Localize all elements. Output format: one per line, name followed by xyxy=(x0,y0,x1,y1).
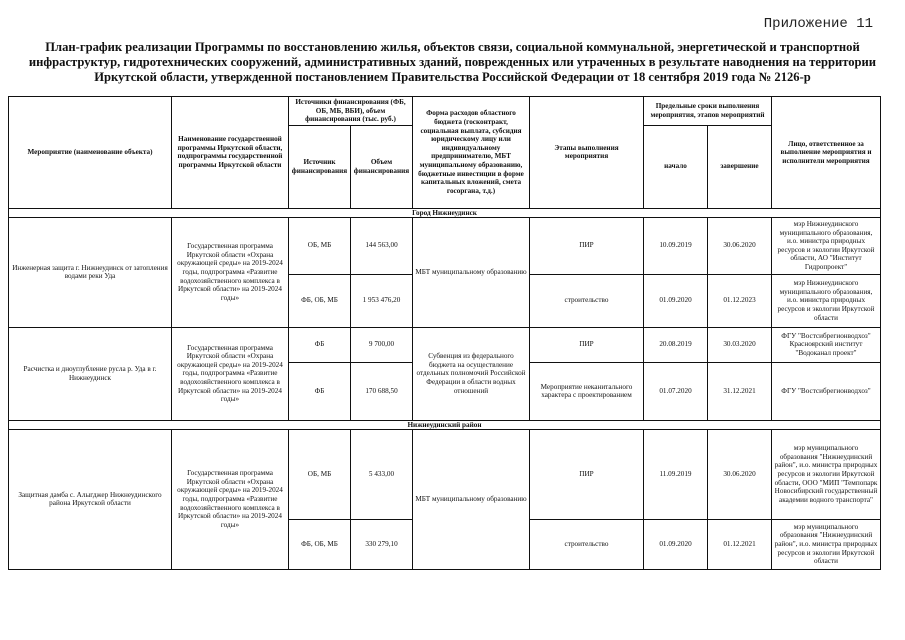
program-cell: Государственная программа Иркутской области «Охрана окружающей среды» на 2019-2024 годы, подпрограмма «Развитие водохозяйственного комплекса в Иркутской области» на 2019-2024 годы» xyxy=(172,327,289,420)
stage-cell: ПИР xyxy=(530,327,644,362)
appendix-label: Приложение 11 xyxy=(763,16,873,32)
end-cell: 30.03.2020 xyxy=(708,327,772,362)
stage-cell: строительство xyxy=(530,274,644,327)
title-line-3: Иркутской области, утвержденной постановлением Правительства Российской Федерации от 18 сентября 2019 года № 2126-р xyxy=(94,70,811,84)
source-cell: ФБ, ОБ, МБ xyxy=(289,519,351,569)
header-deadlines-group: Предельные сроки выполнения мероприятия, этапов мероприятий xyxy=(644,97,772,126)
start-cell: 01.09.2020 xyxy=(644,274,708,327)
volume-cell: 330 279,10 xyxy=(351,519,413,569)
source-cell: ОБ, МБ xyxy=(289,429,351,519)
program-cell: Государственная программа Иркутской области «Охрана окружающей среды» на 2019-2024 годы, подпрограмма «Развитие водохозяйственного комплекса в Иркутской области» на 2019-2024 годы» xyxy=(172,429,289,569)
table-row xyxy=(9,429,881,519)
responsible-cell: мэр Нижнеудинского муниципального образования, и.о. министра природных ресурсов и экологии Иркутской области, АО "Институт Гидропроект" xyxy=(772,217,881,274)
source-cell: ФБ, ОБ, МБ xyxy=(289,274,351,327)
responsible-cell: мэр Нижнеудинского муниципального образования, и.о. министра природных ресурсов и экологии Иркутской области xyxy=(772,274,881,327)
volume-cell: 9 700,00 xyxy=(351,327,413,362)
responsible-cell: ФГУ "Востсибрегионводхоз" xyxy=(772,362,881,420)
event-cell: Защитная дамба с. Алыгджер Нижнеудинского района Иркутской области xyxy=(9,429,172,569)
title-line-1: План-график реализации Программы по восстановлению жилья, объектов связи, социальной коммунальной, энергетической и транспортной xyxy=(45,40,860,54)
event-cell: Инженерная защита г. Нижнеудинск от затопления водами реки Уда xyxy=(9,217,172,327)
stage-cell: ПИР xyxy=(530,217,644,274)
responsible-cell: мэр муниципального образования "Нижнеудинский район", и.о. министра природных ресурсов и экологии Иркутской области, ООО "МИП "Темпопарк Новосибирский государственный академии водного транспорта" xyxy=(772,429,881,519)
start-cell: 01.07.2020 xyxy=(644,362,708,420)
end-cell: 30.06.2020 xyxy=(708,217,772,274)
form-cell: Субвенция из федерального бюджета на осуществление отдельных полномочий Российской Федерации в области водных отношений xyxy=(413,327,530,420)
header-program: Наименование государственной программы Иркутской области, подпрограммы государственной программы Иркутской области xyxy=(172,97,289,209)
event-cell: Расчистка и дноуглубление русла р. Уда в г. Нижнеудинск xyxy=(9,327,172,420)
responsible-cell: ФГУ "Востсибрегионводхоз" Красноярский институт "Водоканал проект" xyxy=(772,327,881,362)
start-cell: 01.09.2020 xyxy=(644,519,708,569)
header-source: Источник финансирования xyxy=(289,125,351,208)
stage-cell: строительство xyxy=(530,519,644,569)
form-cell: МБТ муниципальному образованию xyxy=(413,429,530,569)
header-end: завершение xyxy=(708,125,772,208)
table-row xyxy=(9,327,881,362)
start-cell: 10.09.2019 xyxy=(644,217,708,274)
document-title xyxy=(20,40,885,85)
section-city: Город Нижнеудинск xyxy=(9,208,881,217)
start-cell: 11.09.2019 xyxy=(644,429,708,519)
header-event: Мероприятие (наименование объекта) xyxy=(9,97,172,209)
form-cell: МБТ муниципальному образованию xyxy=(413,217,530,327)
schedule-table xyxy=(8,96,881,570)
header-start: начало xyxy=(644,125,708,208)
end-cell: 30.06.2020 xyxy=(708,429,772,519)
source-cell: ФБ xyxy=(289,362,351,420)
end-cell: 31.12.2021 xyxy=(708,362,772,420)
volume-cell: 5 433,00 xyxy=(351,429,413,519)
source-cell: ФБ xyxy=(289,327,351,362)
section-district: Нижнеудинский район xyxy=(9,420,881,429)
end-cell: 01.12.2021 xyxy=(708,519,772,569)
start-cell: 20.08.2019 xyxy=(644,327,708,362)
header-volume: Объем финансирования xyxy=(351,125,413,208)
source-cell: ОБ, МБ xyxy=(289,217,351,274)
stage-cell: ПИР xyxy=(530,429,644,519)
program-cell: Государственная программа Иркутской области «Охрана окружающей среды» на 2019-2024 годы, подпрограмма «Развитие водохозяйственного комплекса в Иркутской области» на 2019-2024 годы» xyxy=(172,217,289,327)
volume-cell: 1 953 476,20 xyxy=(351,274,413,327)
header-expense-form: Форма расходов областного бюджета (госконтракт, социальная выплата, субсидия юридическому лицу или индивидуальному предпринимателю, МБТ муниципальному образованию, бюджетные инвестиции в форме капитальных вложений, смета госоргана, т.д.) xyxy=(413,97,530,209)
stage-cell: Мероприятие неканитального характера с проектированием xyxy=(530,362,644,420)
header-responsible: Лицо, ответственное за выполнение мероприятия и исполнители мероприятия xyxy=(772,97,881,209)
responsible-cell: мэр муниципального образования "Нижнеудинский район", и.о. министра природных ресурсов и экологии Иркутской области xyxy=(772,519,881,569)
title-line-2: инфраструктур, гидротехнических сооружений, административных зданий, поврежденных или утраченных в результате наводнения на территории xyxy=(28,55,877,69)
volume-cell: 170 688,50 xyxy=(351,362,413,420)
header-financing-group: Источники финансирования (ФБ, ОБ, МБ, ВБИ), объем финансирования (тыс. руб.) xyxy=(289,97,413,126)
end-cell: 01.12.2023 xyxy=(708,274,772,327)
table-row xyxy=(9,217,881,274)
header-stages: Этапы выполнения мероприятия xyxy=(530,97,644,209)
volume-cell: 144 563,00 xyxy=(351,217,413,274)
